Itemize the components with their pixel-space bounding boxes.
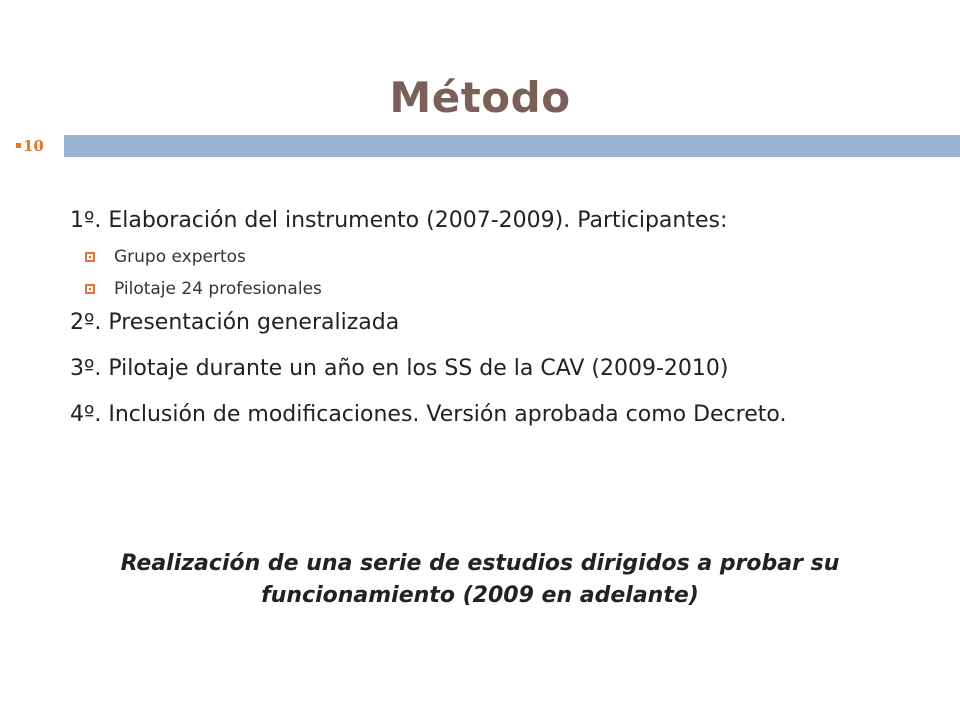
sub-item-label: Grupo expertos [114, 247, 246, 267]
slide-number-box [12, 135, 58, 157]
step-4: 4º. Inclusión de modificaciones. Versión aprobada como Decreto. [70, 402, 787, 427]
slide-number-marker-icon [16, 143, 21, 148]
sub-item-pilot [70, 277, 930, 301]
header-bar [0, 135, 960, 157]
step-1-sublist [70, 245, 930, 301]
step-1: 1º. Elaboración del instrumento (2007-2009). Participantes: [70, 208, 728, 233]
slide-title: Método [389, 73, 571, 122]
step-3: 3º. Pilotaje durante un año en los SS de la CAV (2009-2010) [70, 356, 729, 381]
sub-item-label: Pilotaje 24 profesionales [114, 279, 322, 299]
slide-body [70, 205, 930, 431]
header-rule [64, 135, 960, 157]
slide-number: 10 [23, 137, 44, 155]
conclusion: Realización de una serie de estudios dirigidos a probar su funcionamiento (2009 en adelante) [120, 551, 840, 608]
square-bullet-icon [85, 284, 95, 294]
square-bullet-icon [85, 252, 95, 262]
step-2: 2º. Presentación generalizada [70, 310, 400, 335]
sub-item-experts [70, 245, 930, 269]
